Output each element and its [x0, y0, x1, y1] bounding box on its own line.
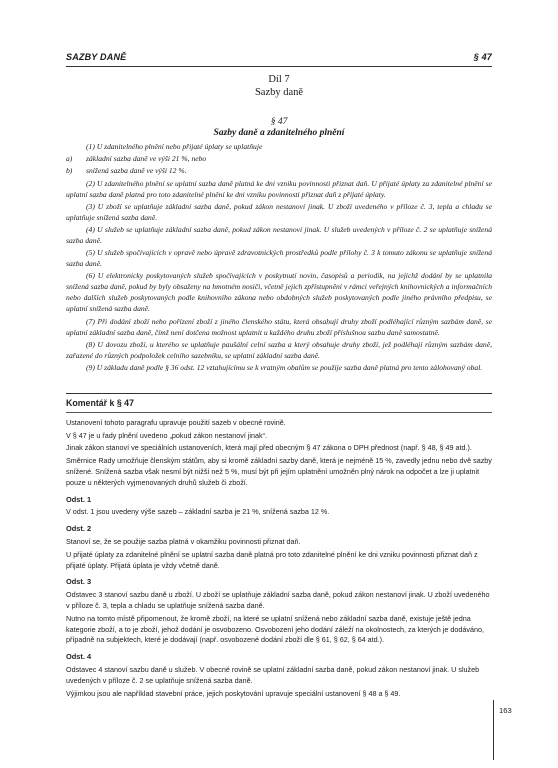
law-paragraph-5: (5) U služeb spočívajících v opravě nebo úpravě zdravotnických prostředků podle přílohy č. 3 k tomuto zákonu se uplatňuje snížená sazba daně.: [66, 248, 492, 269]
commentary-title: Komentář k § 47: [66, 398, 134, 408]
commentary-title-rule: [66, 412, 492, 413]
commentary-odst-4a: Odstavec 4 stanoví sazbu daně u služeb. V obecné rovině se uplatní základní sazba daně, pokud zákon nestanoví jinak. U služeb uvedených v příloze č. 2 se uplatňuje snížená sazba daně.: [66, 664, 480, 685]
commentary-intro-1: Ustanovení tohoto paragrafu upravuje použití sazeb v obecné rovině.: [66, 417, 286, 427]
law-paragraph-9: (9) U základu daně podle § 36 odst. 12 vztahujícímu se k vratným obalům se použije sazba daně platná pro tento zálohovaný obal.: [86, 362, 483, 372]
law-paragraph-4: (4) U služeb se uplatňuje základní sazba daně, pokud zákon nestanoví jinak. U služeb uvedených v příloze č. 2 se uplatňuje snížená sazba daně.: [66, 224, 492, 245]
law-item-a-text: základní sazba daně ve výši 21 %, nebo: [86, 154, 207, 164]
commentary-heading-odst-1: Odst. 1: [66, 494, 92, 504]
law-item-a-mark: a): [66, 154, 73, 164]
law-paragraph-2: (2) U zdanitelného plnění se uplatní sazba daně platná ke dni vzniku povinnosti přiznat daň. U přijaté úplaty za zdanitelné plnění se uplatní sazba daně platná pro toto zdanitelné plnění ke dni vzniku povinnosti přiznat daň z přijaté úplaty.: [66, 178, 492, 199]
section-title: Sazby daně a zdanitelného plnění: [213, 128, 345, 138]
commentary-heading-odst-4: Odst. 4: [66, 652, 92, 662]
commentary-odst-3a: Odstavec 3 stanoví sazbu daně u zboží. U zboží se uplatňuje základní sazba daně, pokud zákon nestanoví jinak. U zboží uvedeného v příloze č. 3, tepla a chladu se uplatňuje snížená sazba daně.: [66, 590, 490, 610]
commentary-odst-4b: Výjimkou jsou ale například stavební práce, jejich poskytování upravuje speciální ustanovení § 48 a § 49.: [66, 688, 401, 698]
law-item-b-mark: b): [66, 166, 73, 176]
commentary-odst-2a: Stanoví se, že se použije sazba platná v okamžiku povinnosti přiznat daň.: [66, 536, 301, 546]
commentary: [66, 398, 492, 701]
commentary-odst-1: V odst. 1 jsou uvedeny výše sazeb – základní sazba je 21 %, snížená sazba 12 %.: [66, 507, 330, 517]
header-rule: [66, 66, 492, 67]
commentary-odst-3b: Nutno na tomto místě připomenout, že kromě zboží, na které se uplatní snížená nebo základní sazba daně, existuje ještě jedna kategorie zboží, a to je zboží, jehož dodání je osvobozeno. Osvobození jeho dodání záleží na okolnostech, za kterých je dodáváno, případně na subjektech, které je dodávají (např. osvobozené dodání zboží dle § 61, § 62, § 64 atd.).: [66, 613, 484, 645]
law-paragraph-8: (8) U dovozu zboží, u kterého se uplatňuje paušální celní sazba a který obsahuje druhy zboží, jež podléhají různým sazbám daně, zařazené do různých podpoložek celního sazebníku, se uplatní základní sazba daně.: [66, 339, 492, 360]
law-item-a: [66, 153, 492, 164]
commentary-intro-4: Směrnice Rady umožňuje členským státům, aby si kromě základní sazby daně, která je nejméně 15 %, zavedly jednu nebo dvě sazby snížené. Snížená sazba však nesmí být nižší než 5 %, musí být při jejím uplatnění umožněn plný nárok na odpočet a lze ji uplatnit pouze u některých vyjmenovaných druhů služeb či zboží.: [66, 456, 492, 487]
law-paragraph-3: (3) U zboží se uplatňuje základní sazba daně, pokud zákon nestanoví jinak. U zboží uvedeného v příloze č. 3, tepla a chladu se uplatňuje snížená sazba daně.: [66, 201, 492, 222]
law-paragraph-6: (6) U elektronicky poskytovaných služeb spočívajících v poskytnutí novin, časopisů a periodik, na jejichž dodání by se uplatnila snížená sazba daně, pokud by byly obsaženy na hmotném nosiči, včetně jejich zpřístupnění v rámci veřejných knihovnických a informačních nebo dalších služeb poskytovaných podle knihovního zákona nebo obdobných služeb poskytovaných podle jiného právního předpisu, se uplatní snížená sazba daně.: [66, 271, 492, 314]
commentary-heading-odst-2: Odst. 2: [66, 524, 92, 534]
comment-top-rule: [66, 393, 492, 394]
part-title: Díl 7: [268, 74, 290, 85]
part-subtitle: Sazby daně: [254, 87, 304, 98]
running-header: [66, 52, 492, 66]
commentary-intro-3: Jinak zákon stanoví ve speciálních ustanoveních, která mají před obecným § 47 zákona o DPH přednost (např. § 48, § 49 atd.).: [66, 443, 472, 453]
law-item-b: [66, 165, 492, 176]
law-item-b-text: snížená sazba daně ve výši 12 %.: [86, 166, 187, 176]
running-header-chapter: SAZBY DANĚ: [66, 52, 127, 62]
commentary-intro-2: V § 47 je u řady plnění uvedeno „pokud zákon nestanoví jinak“.: [66, 430, 267, 440]
law-text: [66, 141, 492, 374]
commentary-heading-odst-3: Odst. 3: [66, 577, 92, 587]
page-number: 163: [499, 706, 512, 715]
page-number-rule: [493, 700, 494, 760]
section-number: § 47: [270, 117, 288, 127]
law-paragraph-7: (7) Při dodání zboží nebo pořízení zboží z jiného členského státu, která obsahují druhy zboží podléhající různým sazbám daně, se uplatní základní sazba daně, čímž není dotčena možnost uplatnit u každého druhu zboží příslušnou sazbu daně samostatně.: [66, 316, 492, 337]
commentary-odst-2b: U přijaté úplaty za zdanitelné plnění se uplatní sazba daně platná pro toto zdanitelné plnění ke dni vzniku povinnosti přiznat daň z přijaté úplaty. Přijatá úplata je vždy včetně daně.: [66, 549, 478, 570]
law-paragraph-1: (1) U zdanitelného plnění nebo přijaté úplaty se uplatňuje: [86, 142, 263, 151]
running-header-section: § 47: [473, 52, 492, 62]
